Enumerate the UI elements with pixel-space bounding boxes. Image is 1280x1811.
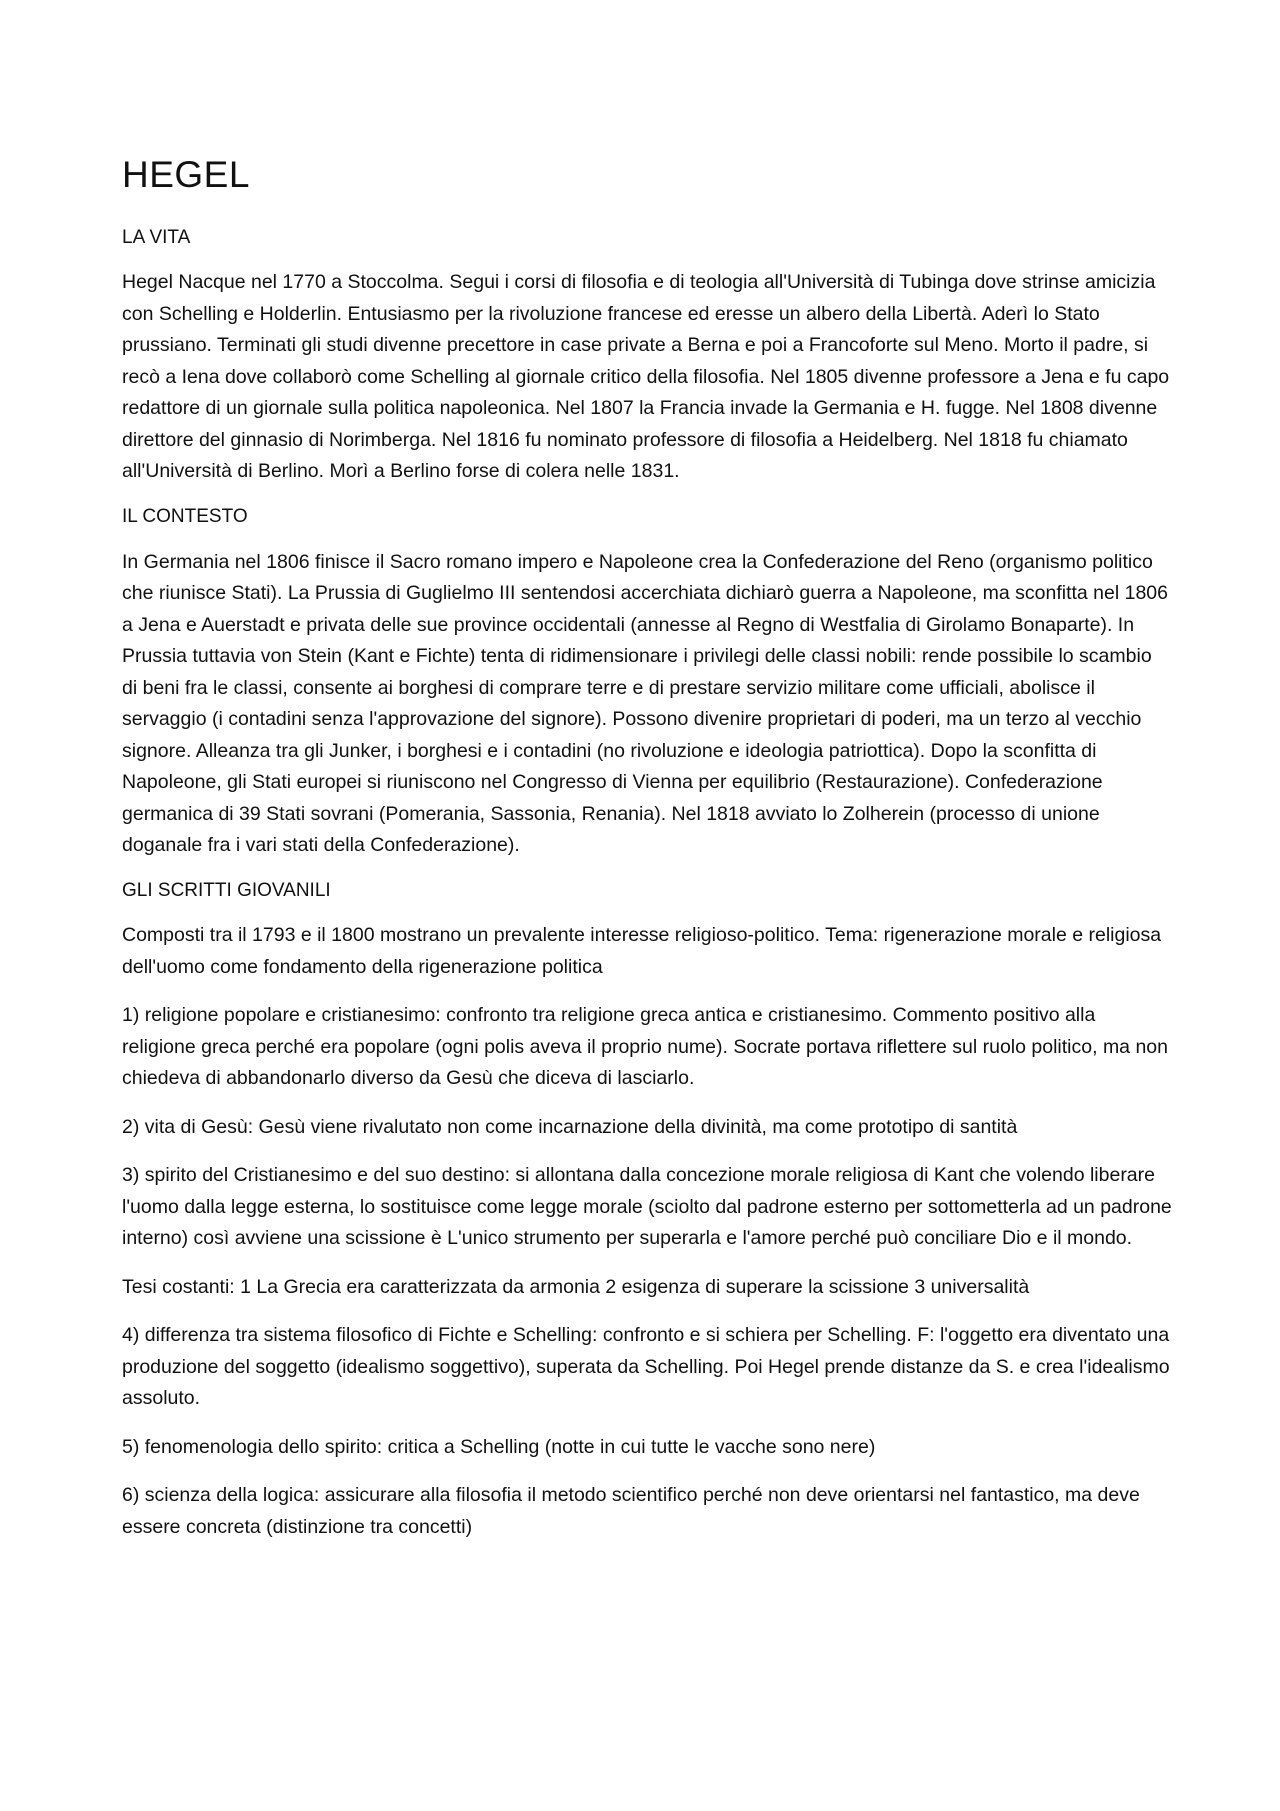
paragraph-scritti-item-6: 6) scienza della logica: assicurare alla filosofia il metodo scientifico perché non deve orientarsi nel fantastico, ma deve essere concreta (distinzione tra concetti) (122, 1484, 1140, 1538)
paragraph-scritti-intro: Composti tra il 1793 e il 1800 mostrano un prevalente interesse religioso-politico. Tema: rigenerazione morale e religiosa dell'uomo come fondamento della rigenerazione politica (122, 924, 1162, 978)
paragraph-scritti-item-5: 5) fenomenologia dello spirito: critica a Schelling (notte in cui tutte le vacche sono nere) (122, 1435, 876, 1458)
section-heading-contesto: IL CONTESTO (122, 505, 248, 527)
paragraph-tesi-costanti: Tesi costanti: 1 La Grecia era caratterizzata da armonia 2 esigenza di superare la scissione 3 universalità (122, 1275, 1030, 1298)
section-heading-vita: LA VITA (122, 226, 191, 248)
paragraph-scritti-item-4: 4) differenza tra sistema filosofico di Fichte e Schelling: confronto e si schiera per Schelling. F: l'oggetto era diventato una produzione del soggetto (idealismo soggettivo), superata da Schelling. Poi Hegel prende distanze da S. e crea l'idealismo assoluto. (122, 1324, 1170, 1410)
paragraph-vita: Hegel Nacque nel 1770 a Stoccolma. Segui i corsi di filosofia e di teologia all'Università di Tubinga dove strinse amicizia con Schelling e Holderlin. Entusiasmo per la rivoluzione francese ed eresse un albero della Libertà. Aderì lo Stato prussiano. Terminati gli studi divenne precettore in case private a Berna e poi a Francoforte sul Meno. Morto il padre, si recò a Iena dove collaborò come Schelling al giornale critico della filosofia. Nel 1805 divenne professore a Jena e fu capo redattore di un giornale sulla politica napoleonica. Nel 1807 la Francia invade la Germania e H. fugge. Nel 1808 divenne direttore del ginnasio di Norimberga. Nel 1816 fu nominato professore di filosofia a Heidelberg. Nel 1818 fu chiamato all'Università di Berlino. Morì a Berlino forse di colera nelle 1831. (122, 271, 1170, 483)
paragraph-contesto: In Germania nel 1806 finisce il Sacro romano impero e Napoleone crea la Confederazione del Reno (organismo politico che riunisce Stati). La Prussia di Guglielmo III sentendosi accerchiata dichiarò guerra a Napoleone, ma sconfitta nel 1806 a Jena e Auerstadt e privata delle sue province occidentali (annesse al Regno di Westfalia di Girolamo Bonaparte). In Prussia tuttavia von Stein (Kant e Fichte) tenta di ridimensionare i privilegi delle classi nobili: rende possibile lo scambio di beni fra le classi, consente ai borghesi di comprare terre e di prestare servizio militare come ufficiali, abolisce il servaggio (i contadini senza l'approvazione del signore). Possono divenire proprietari di poderi, ma un terzo al vecchio signore. Alleanza tra gli Junker, i borghesi e i contadini (no rivoluzione e ideologia patriottica). Dopo la sconfitta di Napoleone, gli Stati europei si riuniscono nel Congresso di Vienna per equilibrio (Restaurazione). Confederazione germanica di 39 Stati sovrani (Pomerania, Sassonia, Renania). Nel 1818 avviato lo Zolherein (processo di unione doganale fra i vari stati della Confederazione). (122, 550, 1168, 857)
paragraph-scritti-item-2: 2) vita di Gesù: Gesù viene rivalutato non come incarnazione della divinità, ma come prototipo di santità (122, 1115, 1018, 1138)
document-page (122, 155, 1172, 1560)
paragraph-scritti-item-3: 3) spirito del Cristianesimo e del suo destino: si allontana dalla concezione morale religiosa di Kant che volendo liberare l'uomo dalla legge esterna, lo sostituisce come legge morale (sciolto dal padrone esterno per sottometterla ad un padrone interno) così avviene una scissione è L'unico strumento per superarla e l'amore perché può conciliare Dio e il mondo. (122, 1164, 1172, 1250)
paragraph-scritti-item-1: 1) religione popolare e cristianesimo: confronto tra religione greca antica e cristianesimo. Commento positivo alla religione greca perché era popolare (ogni polis aveva il proprio nume). Socrate portava riflettere sul ruolo politico, ma non chiedeva di abbandonarlo diverso da Gesù che diceva di lasciarlo. (122, 1004, 1168, 1090)
section-heading-scritti-giovanili: GLI SCRITTI GIOVANILI (122, 879, 331, 901)
document-title: HEGEL (122, 154, 250, 195)
